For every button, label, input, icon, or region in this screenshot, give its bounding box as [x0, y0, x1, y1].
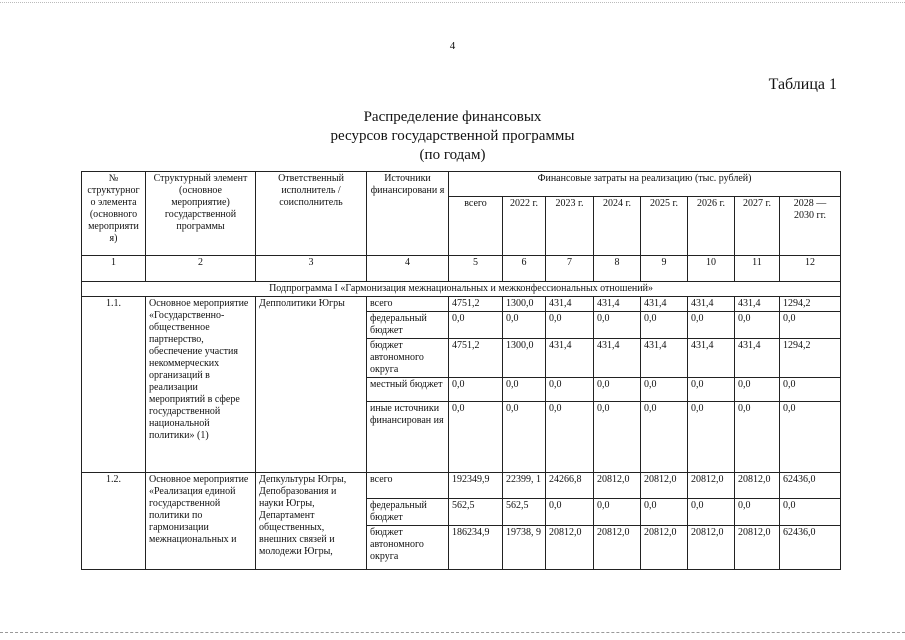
value-cell: 562,5: [503, 499, 546, 526]
financial-table: [81, 171, 841, 570]
header-year: 2027 г.: [735, 197, 780, 256]
column-number: 3: [256, 256, 367, 282]
header-source: Источники финансировани я: [367, 172, 449, 256]
value-cell: 20812,0: [641, 526, 688, 570]
column-number: 4: [367, 256, 449, 282]
value-cell: 0,0: [503, 312, 546, 339]
value-cell: 0,0: [641, 312, 688, 339]
value-cell: 62436,0: [780, 473, 841, 499]
subprogram-row: [82, 282, 841, 297]
header-costs: Финансовые затраты на реализацию (тыс. рублей): [449, 172, 841, 197]
scan-top-edge: [0, 2, 905, 3]
column-number: 11: [735, 256, 780, 282]
value-cell: 0,0: [780, 378, 841, 402]
element-name: Основное мероприятие «Государственно-общественное партнерство, обеспечение участия некоммерческих организаций в реализации мероприятий в сфере государственной национальной политики» (1): [146, 297, 256, 473]
header-year: 2026 г.: [688, 197, 735, 256]
value-cell: 0,0: [641, 499, 688, 526]
element-name: Основное мероприятие «Реализация единой государственной политики по гармонизации межнациональных и: [146, 473, 256, 570]
value-cell: 0,0: [594, 402, 641, 473]
value-cell: 431,4: [594, 339, 641, 378]
value-cell: 0,0: [735, 378, 780, 402]
value-cell: 0,0: [503, 402, 546, 473]
value-cell: 20812,0: [641, 473, 688, 499]
column-number: 10: [688, 256, 735, 282]
value-cell: 186234,9: [449, 526, 503, 570]
subprogram-title: Подпрограмма I «Гармонизация межнациональных и межконфессиональных отношений»: [82, 282, 841, 297]
value-cell: 19738, 9: [503, 526, 546, 570]
value-cell: 24266,8: [546, 473, 594, 499]
value-cell: 0,0: [688, 402, 735, 473]
element-number: 1.2.: [82, 473, 146, 570]
value-cell: 0,0: [546, 378, 594, 402]
value-cell: 1300,0: [503, 339, 546, 378]
column-number: 8: [594, 256, 641, 282]
value-cell: 431,4: [594, 297, 641, 312]
value-cell: 0,0: [594, 312, 641, 339]
column-number: 1: [82, 256, 146, 282]
header-year: 2023 г.: [546, 197, 594, 256]
header-row: [82, 172, 841, 197]
value-cell: 4751,2: [449, 339, 503, 378]
funding-source: всего: [367, 473, 449, 499]
value-cell: 431,4: [641, 339, 688, 378]
value-cell: 0,0: [449, 402, 503, 473]
value-cell: 20812,0: [546, 526, 594, 570]
value-cell: 0,0: [780, 312, 841, 339]
title-line: ресурсов государственной программы: [330, 128, 575, 144]
value-cell: 1300,0: [503, 297, 546, 312]
value-cell: 0,0: [594, 499, 641, 526]
value-cell: 0,0: [503, 378, 546, 402]
value-cell: 431,4: [688, 339, 735, 378]
element-number: 1.1.: [82, 297, 146, 473]
value-cell: 431,4: [735, 339, 780, 378]
funding-source: бюджет автономного округа: [367, 526, 449, 570]
value-cell: 62436,0: [780, 526, 841, 570]
title-line: Распределение финансовых: [363, 109, 542, 125]
value-cell: 0,0: [546, 499, 594, 526]
header-element: Структурный элемент (основное мероприятие) государственной программы: [146, 172, 256, 256]
header-year: 2025 г.: [641, 197, 688, 256]
value-cell: 20812,0: [594, 526, 641, 570]
value-cell: 0,0: [735, 312, 780, 339]
value-cell: 1294,2: [780, 339, 841, 378]
value-cell: 22399, 1: [503, 473, 546, 499]
value-cell: 0,0: [641, 378, 688, 402]
value-cell: 562,5: [449, 499, 503, 526]
document-title: [0, 108, 905, 165]
value-cell: 1294,2: [780, 297, 841, 312]
value-cell: 0,0: [641, 402, 688, 473]
executor: Депполитики Югры: [256, 297, 367, 473]
column-numbers-row: [82, 256, 841, 282]
header-executor: Ответственный исполнитель / соисполнитель: [256, 172, 367, 256]
funding-source: федеральный бюджет: [367, 312, 449, 339]
value-cell: 4751,2: [449, 297, 503, 312]
header-no: № структурног о элемента (основного мероприяти я): [82, 172, 146, 256]
value-cell: 20812,0: [735, 473, 780, 499]
value-cell: 0,0: [688, 312, 735, 339]
funding-source: бюджет автономного округа: [367, 339, 449, 378]
column-number: 7: [546, 256, 594, 282]
value-cell: 0,0: [735, 402, 780, 473]
value-cell: 0,0: [546, 402, 594, 473]
header-year: всего: [449, 197, 503, 256]
value-cell: 0,0: [735, 499, 780, 526]
value-cell: 0,0: [449, 312, 503, 339]
value-cell: 0,0: [594, 378, 641, 402]
table-row: [82, 473, 841, 499]
value-cell: 0,0: [780, 499, 841, 526]
column-number: 2: [146, 256, 256, 282]
column-number: 6: [503, 256, 546, 282]
value-cell: 431,4: [546, 297, 594, 312]
column-number: 5: [449, 256, 503, 282]
table-row: [82, 297, 841, 312]
value-cell: 0,0: [688, 378, 735, 402]
value-cell: 20812,0: [594, 473, 641, 499]
value-cell: 0,0: [449, 378, 503, 402]
value-cell: 431,4: [641, 297, 688, 312]
column-number: 9: [641, 256, 688, 282]
header-year: 2024 г.: [594, 197, 641, 256]
value-cell: 20812,0: [688, 526, 735, 570]
scan-bottom-edge: [0, 632, 905, 633]
title-line: (по годам): [419, 147, 486, 163]
value-cell: 0,0: [780, 402, 841, 473]
value-cell: 0,0: [546, 312, 594, 339]
executor: Депкультуры Югры, Депобразования и науки Югры, Департамент общественных, внешних связей и молодежи Югры,: [256, 473, 367, 570]
funding-source: местный бюджет: [367, 378, 449, 402]
value-cell: 431,4: [688, 297, 735, 312]
value-cell: 192349,9: [449, 473, 503, 499]
column-number: 12: [780, 256, 841, 282]
value-cell: 431,4: [735, 297, 780, 312]
funding-source: федеральный бюджет: [367, 499, 449, 526]
header-year: 2022 г.: [503, 197, 546, 256]
value-cell: 0,0: [688, 499, 735, 526]
header-year: 2028 — 2030 гг.: [780, 197, 841, 256]
funding-source: иные источники финансирован ия: [367, 402, 449, 473]
value-cell: 431,4: [546, 339, 594, 378]
table-label: Таблица 1: [768, 76, 837, 93]
funding-source: всего: [367, 297, 449, 312]
page-number: 4: [449, 40, 456, 52]
value-cell: 20812,0: [735, 526, 780, 570]
value-cell: 20812,0: [688, 473, 735, 499]
